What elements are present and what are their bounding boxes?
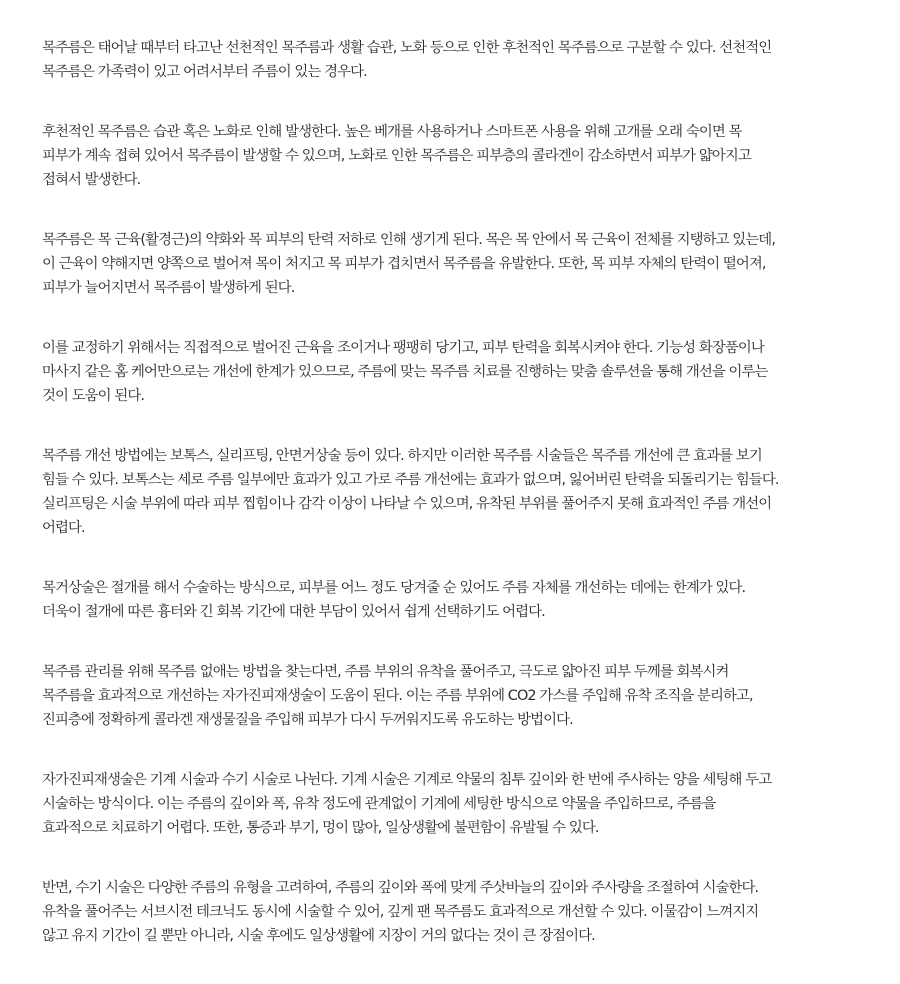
paragraph-machine-vs-manual: [42, 768, 858, 840]
text-line: 목주름은 태어날 때부터 타고난 선천적인 목주름과 생활 습관, 노화 등으로 인한 후천적인 목주름으로 구분할 수 있다. 선천적인: [42, 40, 772, 56]
text-line: 효과적으로 치료하기 어렵다. 또한, 통증과 부기, 멍이 많아, 일상생활에 불편함이 유발될 수 있다.: [42, 820, 599, 836]
text-line: 반면, 수기 시술은 다양한 주름의 유형을 고려하여, 주름의 깊이와 폭에 맞게 주삿바늘의 깊이와 주사량을 조절하여 시술한다.: [42, 880, 759, 896]
text-line: 목주름을 효과적으로 개선하는 자가진피재생술이 도움이 된다. 이는 주름 부위에 CO2 가스를 주입해 유착 조직을 분리하고,: [42, 688, 753, 704]
article-body: [42, 36, 858, 984]
text-line: 시술하는 방식이다. 이는 주름의 깊이와 폭, 유착 정도에 관계없이 기계에 세팅한 방식으로 약물을 주입하므로, 주름을: [42, 796, 716, 812]
paragraph-congenital-vs-acquired: [42, 36, 858, 84]
text-line: 어렵다.: [42, 520, 85, 536]
text-line: 이 근육이 약해지면 양쪽으로 벌어져 목이 처지고 목 피부가 겹치면서 목주름을 유발한다. 또한, 목 피부 자체의 탄력이 떨어져,: [42, 256, 766, 272]
text-line: 목주름 관리를 위해 목주름 없애는 방법을 찾는다면, 주름 부위의 유착을 풀어주고, 극도로 얇아진 피부 두께를 회복시켜: [42, 664, 729, 680]
paragraph-neck-lift-surgery: [42, 576, 858, 624]
text-line: 더욱이 절개에 따른 흉터와 긴 회복 기간에 대한 부담이 있어서 쉽게 선택하기도 어렵다.: [42, 604, 545, 620]
paragraph-muscle-weakening: [42, 228, 858, 300]
paragraph-correction: [42, 336, 858, 408]
text-line: 목거상술은 절개를 해서 수술하는 방식으로, 피부를 어느 정도 당겨줄 순 있어도 주름 자체를 개선하는 데에는 한계가 있다.: [42, 580, 746, 596]
text-line: 것이 도움이 된다.: [42, 388, 145, 404]
text-line: 목주름 개선 방법에는 보톡스, 실리프팅, 안면거상술 등이 있다. 하지만 이러한 목주름 시술들은 목주름 개선에 큰 효과를 보기: [42, 448, 762, 464]
text-line: 실리프팅은 시술 부위에 따라 피부 찝힘이나 감각 이상이 나타날 수 있으며, 유착된 부위를 풀어주지 못해 효과적인 주름 개선이: [42, 496, 772, 512]
paragraph-dermal-regeneration: [42, 660, 858, 732]
text-line: 목주름은 가족력이 있고 어려서부터 주름이 있는 경우다.: [42, 64, 367, 80]
text-line: 마사지 같은 홈 케어만으로는 개선에 한계가 있으므로, 주름에 맞는 목주름 치료를 진행하는 맞춤 솔루션을 통해 개선을 이루는: [42, 364, 768, 380]
text-line: 후천적인 목주름은 습관 혹은 노화로 인해 발생한다. 높은 베개를 사용하거나 스마트폰 사용을 위해 고개를 오래 숙이면 목: [42, 124, 742, 140]
text-line: 접혀서 발생한다.: [42, 172, 141, 188]
text-line: 피부가 늘어지면서 목주름이 발생하게 된다.: [42, 280, 295, 296]
paragraph-manual-procedure: [42, 876, 858, 948]
text-line: 않고 유지 기간이 길 뿐만 아니라, 시술 후에도 일상생활에 지장이 거의 없다는 것이 큰 장점이다.: [42, 928, 595, 944]
text-line: 자가진피재생술은 기계 시술과 수기 시술로 나뉜다. 기계 시술은 기계로 약물의 침투 깊이와 한 번에 주사하는 양을 세팅해 두고: [42, 772, 772, 788]
text-line: 힘들 수 있다. 보톡스는 세로 주름 일부에만 효과가 있고 가로 주름 개선에는 효과가 없으며, 잃어버린 탄력을 되돌리기는 힘들다.: [42, 472, 779, 488]
text-line: 유착을 풀어주는 서브시전 테크닉도 동시에 시술할 수 있어, 깊게 팬 목주름도 효과적으로 개선할 수 있다. 이물감이 느껴지지: [42, 904, 759, 920]
text-line: 피부가 계속 접혀 있어서 목주름이 발생할 수 있으며, 노화로 인한 목주름은 피부층의 콜라겐이 감소하면서 피부가 얇아지고: [42, 148, 751, 164]
text-line: 이를 교정하기 위해서는 직접적으로 벌어진 근육을 조이거나 팽팽히 당기고, 피부 탄력을 회복시켜야 한다. 기능성 화장품이나: [42, 340, 764, 356]
text-line: 진피층에 정확하게 콜라겐 재생물질을 주입해 피부가 다시 두꺼워지도록 유도하는 방법이다.: [42, 712, 573, 728]
paragraph-acquired-causes: [42, 120, 858, 192]
text-line: 목주름은 목 근육(활경근)의 약화와 목 피부의 탄력 저하로 인해 생기게 된다. 목은 목 안에서 목 근육이 전체를 지탱하고 있는데,: [42, 232, 775, 248]
paragraph-treatment-methods: [42, 444, 858, 540]
